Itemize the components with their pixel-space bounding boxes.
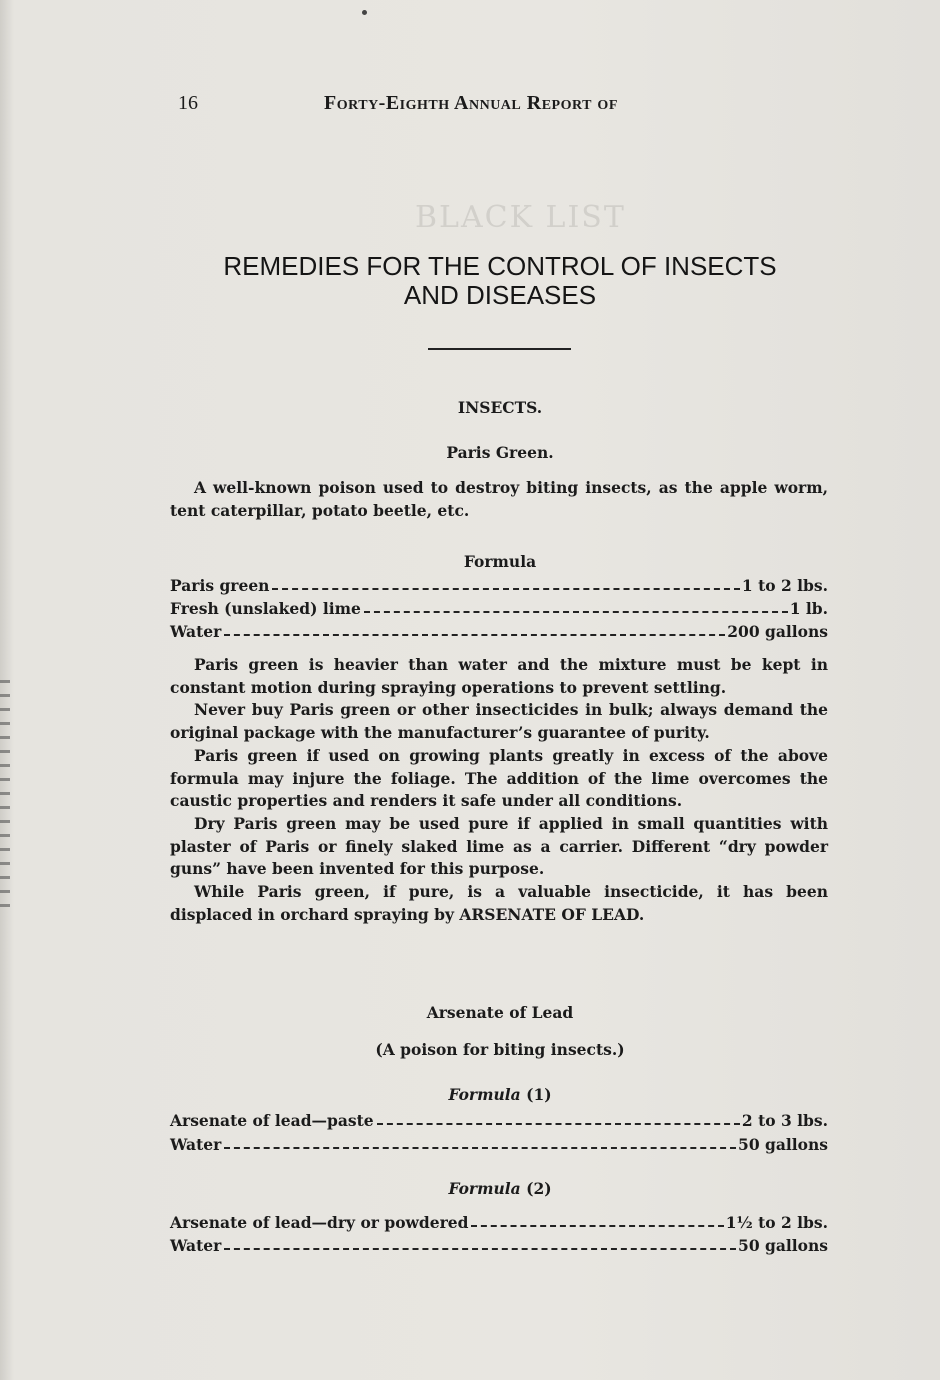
paris-green-heading: Paris Green.: [446, 443, 554, 462]
section-heading: INSECTS.: [457, 398, 543, 417]
note-paragraph: Paris green if used on growing plants greatly in excess of the above formula may injure the foliage. The addition of the lime overcomes the caustic properties and renders it safe under all conditions.: [170, 745, 828, 811]
paris-green-intro: A well-known poison used to destroy biting insects, as the apple worm, tent caterpillar, potato beetle, etc.: [170, 478, 828, 520]
formula-1-heading: Formula (1): [448, 1085, 552, 1104]
formula-row: Water 200 gallons: [170, 622, 828, 641]
bleed-through-text: BLACK LIST: [415, 200, 626, 235]
formula-row: Fresh (unslaked) lime 1 lb.: [170, 599, 828, 618]
formula-2-heading: Formula (2): [448, 1179, 552, 1198]
note-paragraph: Paris green is heavier than water and the mixture must be kept in constant motion during spraying operations to prevent settling.: [170, 655, 828, 697]
title-line-1: REMEDIES FOR THE CONTROL OF INSECTS: [223, 251, 777, 281]
formula-row: Arsenate of lead—paste 2 to 3 lbs.: [170, 1111, 828, 1130]
page-number: 16: [178, 92, 198, 114]
note-paragraph: While Paris green, if pure, is a valuable insecticide, it has been displaced in orchard spraying by ARSENATE OF LEAD.: [170, 882, 828, 924]
arsenate-subheading: (A poison for biting insects.): [375, 1040, 625, 1059]
note-paragraph: Dry Paris green may be used pure if applied in small quantities with plaster of Paris or finely slaked lime as a carrier. Different “dry powder guns” have been invented for this purpose.: [170, 813, 828, 879]
page-title: [150, 252, 850, 310]
title-divider: [428, 348, 571, 350]
note-paragraph: Never buy Paris green or other insecticides in bulk; always demand the original package with the manufacturer’s guarantee of purity.: [170, 700, 828, 743]
title-line-2: AND DISEASES: [403, 280, 597, 310]
print-speck: [362, 10, 367, 15]
formula-row: Water 50 gallons: [170, 1236, 828, 1255]
binding-holes: [0, 680, 10, 910]
arsenate-heading: Arsenate of Lead: [426, 1003, 574, 1022]
formula-row: Paris green 1 to 2 lbs.: [170, 576, 828, 595]
paris-green-notes: [170, 654, 828, 926]
formula-row: Water 50 gallons: [170, 1135, 828, 1154]
running-title: Forty-Eighth Annual Report of: [324, 92, 618, 114]
formula-row: Arsenate of lead—dry or powdered 1½ to 2 lbs.: [170, 1213, 828, 1232]
formula-heading: Formula: [463, 552, 537, 571]
